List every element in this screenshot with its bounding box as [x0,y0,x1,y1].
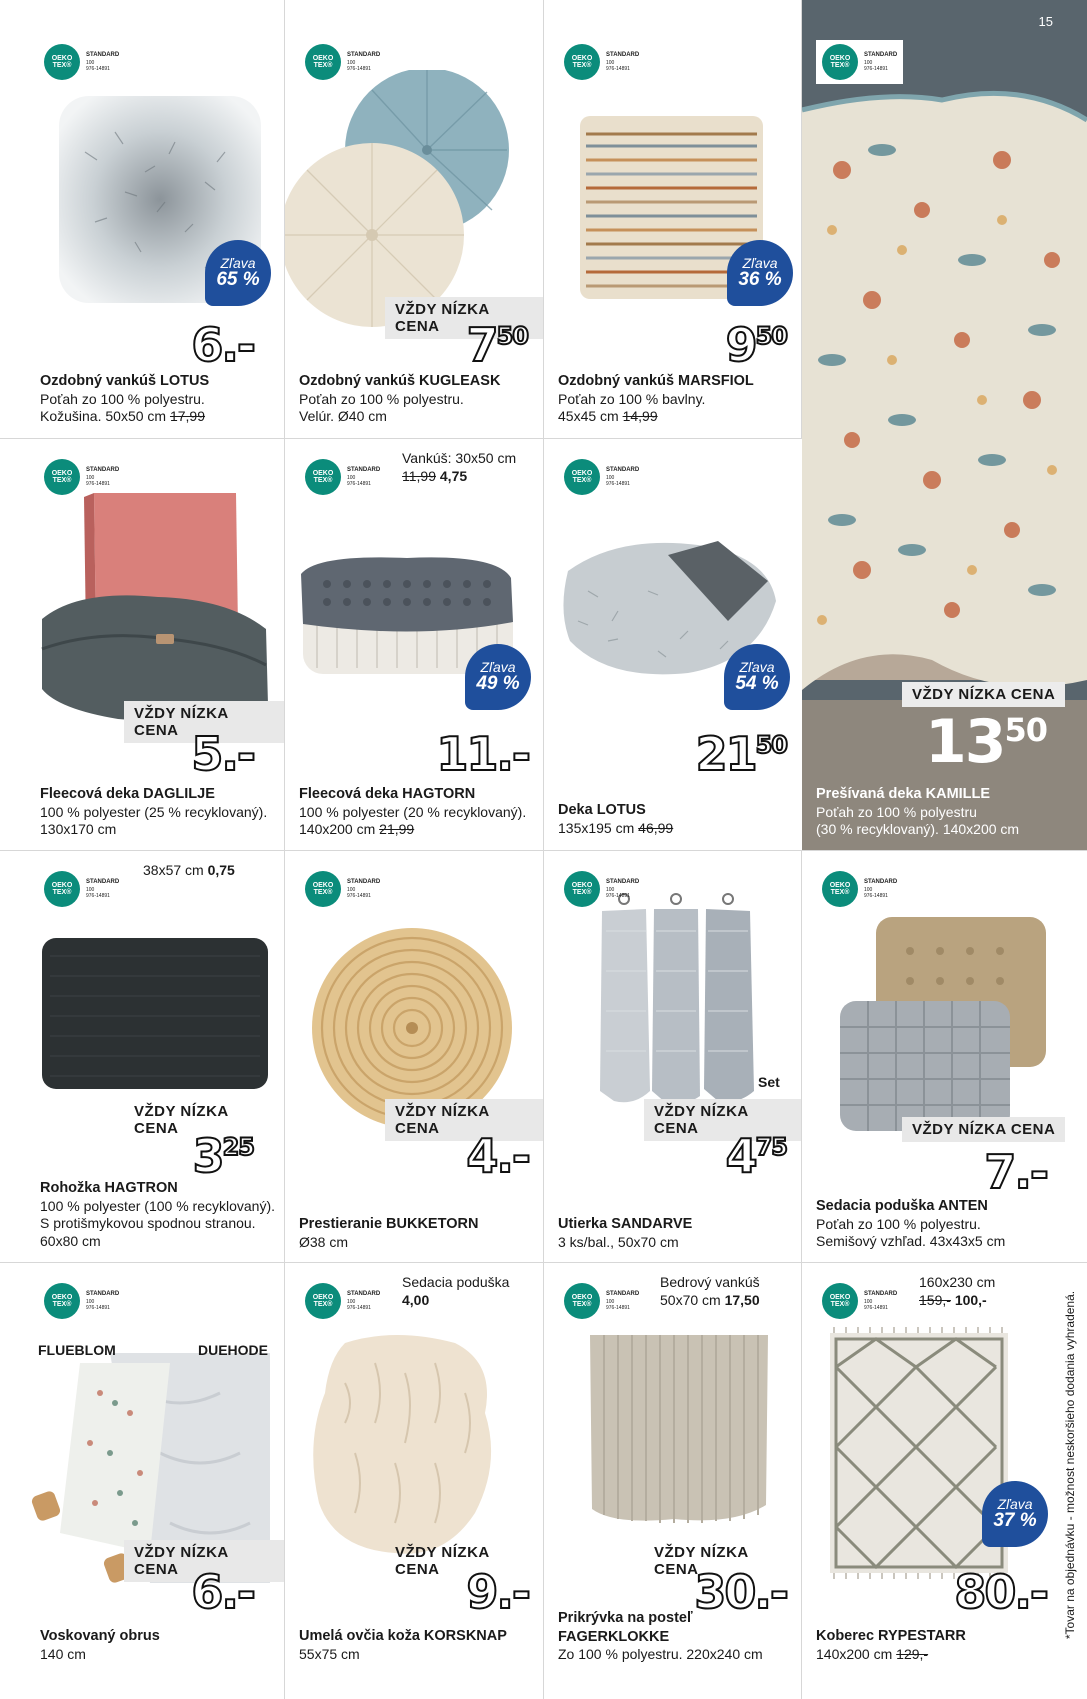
oeko-tex-badge: OEKO TEX® STANDARD 100 976-14891 [822,1283,897,1319]
low-price-badge: VŽDY NÍZKA CENA [385,297,543,339]
product-card-sandarve[interactable] [544,851,801,1262]
product-description: Voskovaný obrus 140 cm [40,1628,160,1662]
product-description: Prešívaná deka KAMILLE Poťah zo 100 % polyestru (30 % recyklovaný). 140x200 cm [816,786,1020,838]
pattern-label-duehode: DUEHODE [198,1342,269,1358]
price: 9.- [466,1565,529,1619]
price: 4.- [466,1129,529,1183]
size-variant-note: 160x230 cm 159,- 100,- [919,1274,996,1309]
mat-variant-note: 38x57 cm 0,75 [143,862,235,878]
product-card-anten[interactable] [802,851,1087,1262]
discount-badge: Zľava 36 % [727,240,793,306]
oeko-tex-badge: OEKO TEX® STANDARD 100 976-14891 [305,44,380,80]
korsknap-sheepskin-image [305,1323,505,1563]
low-price-badge: VŽDY NÍZKA CENA [644,1099,801,1141]
discount-badge: Zľava 54 % [724,644,790,710]
product-card-marsfiol[interactable] [544,0,801,438]
low-price-badge: VŽDY NÍZKA CENA [385,1099,543,1141]
low-price-badge: VŽDY NÍZKA CENA [902,682,1065,707]
low-price-badge: VŽDY NÍZKA CENA [902,1117,1065,1142]
pillow-variant-note: Vankúš: 30x50 cm 11,99 4,75 [402,450,517,485]
price: 6.- [191,318,254,372]
product-card-obrus[interactable] [0,1263,284,1699]
fagerklokke-bedspread-image [584,1329,774,1529]
price: 950 [725,318,787,372]
oeko-tex-badge: OEKO TEX® STANDARD 100 976-14891 [44,44,119,80]
oeko-tex-badge: OEKO TEX® STANDARD 100 976-14891 [816,40,903,84]
low-price-badge: VŽDY NÍZKA CENA [395,1544,490,1578]
product-card-fagerklokke[interactable] [544,1263,801,1699]
oeko-tex-badge: OEKO TEX® STANDARD 100 976-14891 [305,1283,380,1319]
price: 750 [466,318,528,372]
oeko-tex-badge: OEKO TEX® STANDARD 100 976-14891 [564,1283,639,1319]
product-description: Fleecová deka HAGTORN 100 % polyester (20 % recyklovaný). 140x200 cm 21,99 [299,786,527,838]
price: 5.- [191,727,254,781]
set-label: Set [758,1074,780,1090]
price: 30.- [694,1565,787,1619]
sandarve-towels-image [594,891,764,1121]
oeko-tex-badge: OEKO TEX® STANDARD 100 976-14891 [564,459,639,495]
hagtron-mat-image [40,936,270,1091]
product-description: Ozdobný vankúš LOTUS Poťah zo 100 % polyestru. Kožušina. 50x50 cm 17,99 [40,373,210,425]
oeko-tex-badge: OEKO TEX® STANDARD 100 976-14891 [44,1283,119,1319]
low-price-badge: VŽDY NÍZKA CENA [124,701,284,743]
product-description: Prikrývka na posteľ FAGERKLOKKE Zo 100 % polyestru. 220x240 cm [558,1610,763,1663]
product-card-kugleask[interactable] [285,0,543,438]
oeko-tex-badge: OEKO TEX® STANDARD 100 976-14891 [564,44,639,80]
cushion-variant-note: Sedacia poduška 4,00 [402,1274,510,1309]
price: 11.- [436,727,529,781]
product-card-lotus-throw[interactable] [544,439,801,850]
product-description: Umelá ovčia koža KORSKNAP 55x75 cm [299,1628,507,1662]
oeko-tex-badge: OEKO TEX® STANDARD 100 976-14891 [564,871,639,907]
oeko-tex-badge: OEKO TEX® STANDARD 100 976-14891 [44,459,119,495]
product-card-kamille[interactable] [802,0,1087,850]
product-card-hagtorn[interactable] [285,439,543,850]
oeko-tex-badge: OEKO TEX® STANDARD 100 976-14891 [822,871,897,907]
product-description: Deka LOTUS 135x195 cm 46,99 [558,802,674,836]
pattern-label-flueblom: FLUEBLOM [38,1342,116,1358]
price: 7.- [984,1145,1047,1199]
product-card-bukketorn[interactable] [285,851,543,1262]
product-card-korsknap[interactable] [285,1263,543,1699]
discount-badge: Zľava 49 % [465,644,531,710]
order-disclaimer: *Tovar na objednávku - možnost neskoršieho dodania vyhradená. [1063,1290,1077,1640]
product-description: Koberec RYPESTARR 140x200 cm 129,- [816,1628,966,1662]
product-description: Prestieranie BUKKETORN Ø38 cm [299,1216,479,1250]
product-description: Rohožka HAGTRON 100 % polyester (100 % recyklovaný). S protišmykovou spodnou stranou. 60x80 cm [40,1180,275,1250]
page-number: 15 [1038,14,1053,29]
product-card-lotus-pillow[interactable] [0,0,284,438]
product-description: Sedacia poduška ANTEN Poťah zo 100 % polyestru. Semišový vzhľad. 43x43x5 cm [816,1198,1006,1250]
anten-cushion-image [820,911,1060,1141]
price: 80.- [954,1565,1047,1619]
low-price-badge: VŽDY NÍZKA CENA [654,1544,749,1578]
oeko-tex-badge: OEKO TEX® STANDARD 100 976-14891 [305,459,380,495]
product-card-hagtron[interactable] [0,851,284,1262]
discount-badge: Zľava 65 % [205,240,271,306]
oeko-tex-badge: OEKO TEX® STANDARD 100 976-14891 [305,871,380,907]
lumbar-pillow-note: Bedrový vankúš 50x70 cm 17,50 [660,1274,760,1309]
price: 6.- [191,1565,254,1619]
product-description: Utierka SANDARVE 3 ks/bal., 50x70 cm [558,1216,693,1250]
low-price-badge: VŽDY NÍZKA CENA [134,1103,229,1137]
oeko-logo: OEKO TEX® [44,44,80,80]
product-description: Ozdobný vankúš KUGLEASK Poťah zo 100 % polyestru. Velúr. Ø40 cm [299,373,501,425]
daglilje-blanket-image [38,489,273,729]
product-card-rypestarr[interactable] [802,1263,1087,1699]
price: 325 [192,1129,254,1183]
price: 475 [725,1129,787,1183]
oeko-tex-badge: OEKO TEX® STANDARD 100 976-14891 [44,871,119,907]
low-price-badge: VŽDY NÍZKA CENA [124,1540,284,1582]
product-description: Fleecová deka DAGLILJE 100 % polyester (25 % recyklovaný). 130x170 cm [40,786,268,838]
discount-badge: Zľava 37 % [982,1481,1048,1547]
price: 2150 [695,727,787,781]
price: 1350 [924,707,1047,777]
product-description: Ozdobný vankúš MARSFIOL Poťah zo 100 % bavlny. 45x45 cm 14,99 [558,373,754,425]
product-card-daglilje[interactable] [0,439,284,850]
